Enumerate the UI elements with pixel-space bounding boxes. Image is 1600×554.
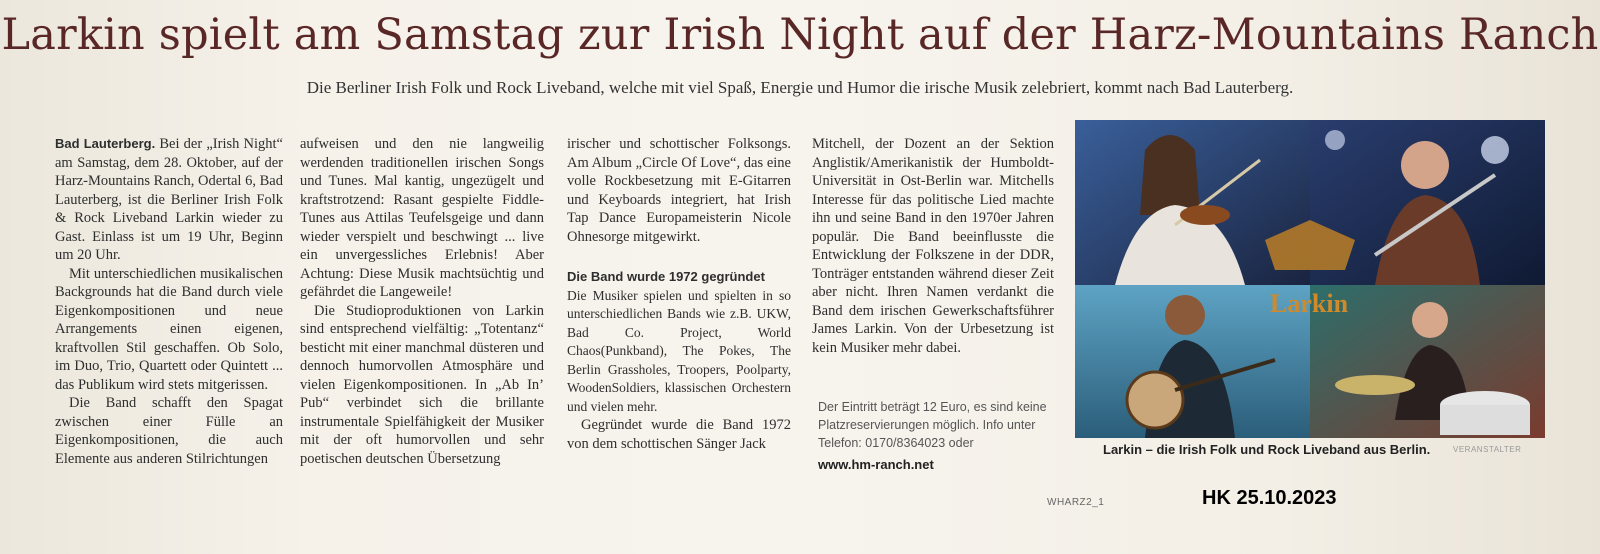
photo-credit: VERANSTALTER (1453, 445, 1522, 454)
paragraph-bands: Die Musiker spielen und spielten in so unterschiedlichen Bands wie z.B. UKW, Bad Co. Project, World Chaos(Punkband), The Pokes, The Berlin Grassholes, Troopers, Poolparty, WoodenSoldiers, klassischen Orchestern und vielen mehr. (567, 287, 791, 414)
article-column-3 (567, 135, 791, 453)
paragraph-history: Mitchell, der Dozent an der Sektion Anglistik/Amerikanistik der Humboldt-Universität in Ost-Berlin war. Mitchells Interesse für das politische Lied machte ihn und seine Band in den 1970er Jahren populär. Die Band beeinflusste die Entwicklung der Folkszene in der DDR, Tonträger entstanden während dieser Zeit aber nicht. Ihren Namen verdankt die Band dem irischen Gewerkschaftsführer James Larkin. Von der Urbesetzung ist kein Musiker mehr dabei. (812, 136, 1054, 356)
info-text: Der Eintritt beträgt 12 Euro, es sind keine Platzreservierungen möglich. Info unter Telefon: 0170/8364023 oder (818, 400, 1047, 450)
section-subhead: Die Band wurde 1972 gegründet (567, 269, 765, 284)
dateline: Bad Lauterberg. (55, 136, 156, 151)
paragraph-studio: Die Studioproduktionen von Larkin sind entsprechend vielfältig: „Totentanz“ besticht mit einer manchmal düsteren und dennoch humorvollen Atmosphäre und vielen Eigenkompositionen. In „Ab In’ Pub“ verbindet sich die brillante instrumentale Spielfähigkeit der Musiker mit der oft humorvollen und sehr poetischen deutschen Übersetzung (300, 302, 544, 467)
larkin-logo-text: Larkin (1270, 289, 1349, 318)
paragraph-studio: irischer und schottischer Folksongs. Am Album „Circle Of Love“, das eine volle Rockbesetzung mit E-Gitarren und Keyboards integriert, hat Irish Tap Dance Europameisterin Nicole Ohnesorge mitgewirkt. (567, 136, 791, 245)
paragraph-spagat: Die Band schafft den Spagat zwischen einer Fülle an Eigenkompositionen, die auch Elemente aus anderen Stilrichtungen (55, 395, 283, 467)
page-code: WHARZ2_1 (1047, 497, 1105, 508)
website-link[interactable]: www.hm-ranch.net (818, 457, 934, 472)
subheadline: Die Berliner Irish Folk und Rock Liveband, welche mit viel Spaß, Energie und Humor die irische Musik zelebriert, kommt nach Bad Lauterberg. (306, 78, 1294, 97)
article-column-1 (55, 135, 283, 468)
paragraph-intro: Bei der „Irish Night“ am Samstag, dem 28. Oktober, auf der Harz-Mountains Ranch, Odertal 6, Bad Lauterberg, ist die Berliner Irish Folk & Rock Liveband Larkin wieder zu Gast. Einlass ist um 19 Uhr, Beginn um 20 Uhr. (55, 136, 283, 263)
paragraph-spagat: aufweisen und den nie langweilig werdenden traditionellen irischen Songs und Tunes. Mal kantig, ungezügelt und kraftstrotzend: Rasant gespielte Fiddle-Tunes aus Attilas Teufelsgeige und dann wieder verspielt und beschwingt ... live ein unvergessliches Erlebnis! Aber Achtung: Diese Musik machtsüchtig und gefährdet die Langeweile! (300, 136, 544, 300)
photo-caption: Larkin – die Irish Folk und Rock Liveband aus Berlin. (1103, 442, 1431, 457)
headline: Larkin spielt am Samstag zur Irish Night auf der Harz-Mountains Ranch (1, 10, 1599, 60)
band-photo (1075, 120, 1545, 438)
article-column-2 (300, 135, 544, 468)
date-stamp: HK 25.10.2023 (1202, 487, 1337, 509)
info-box (818, 398, 1058, 474)
article-column-4 (812, 135, 1054, 357)
band-photo-illustration (1075, 120, 1545, 438)
paragraph-backgrounds: Mit unterschiedlichen musikalischen Backgrounds hat die Band durch viele Eigenkompositionen und neue Arrangements einen eigenen, kraftvollen Stil geschaffen. Ob Solo, im Duo, Trio, Quartett oder Quintett ... das Publikum wird stets mitgerissen. (55, 265, 283, 393)
paragraph-history: Gegründet wurde die Band 1972 von dem schottischen Sänger Jack (567, 417, 791, 452)
